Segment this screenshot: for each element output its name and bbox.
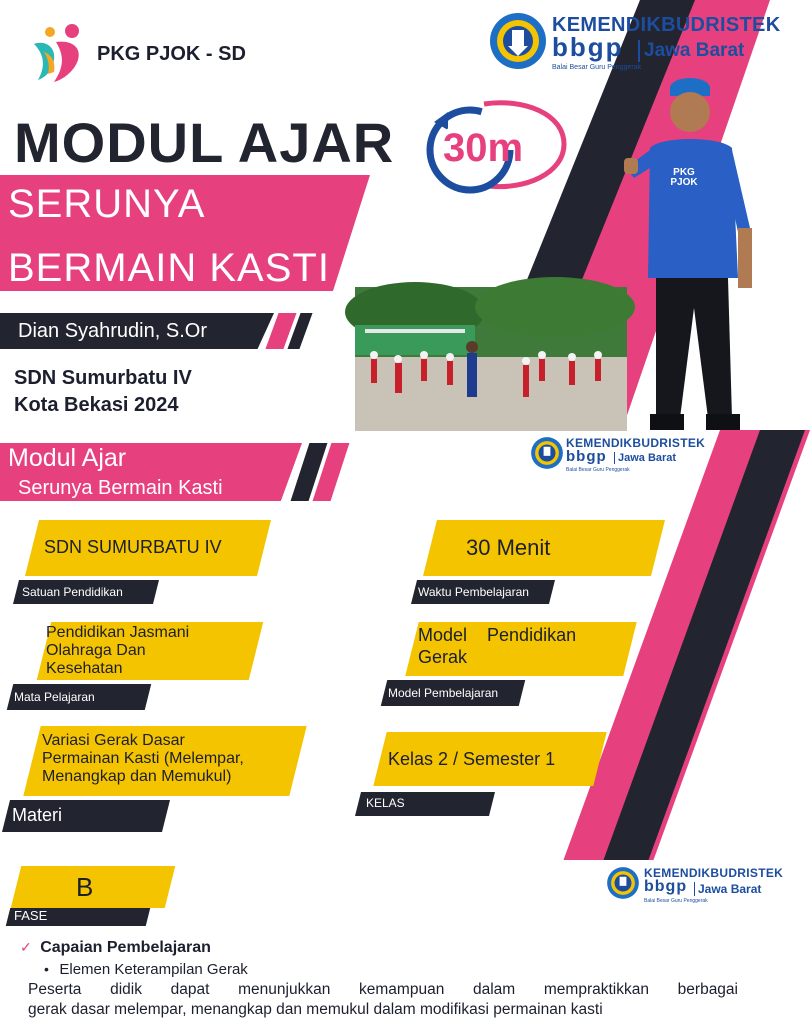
- region-label: Jawa Barat: [614, 452, 676, 464]
- card-model-line2: Gerak: [418, 647, 468, 667]
- card-fase-value: B: [76, 872, 94, 902]
- kids-playing-photo: [355, 287, 627, 431]
- capaian-title: Capaian Pembelajaran: [40, 939, 211, 956]
- card-waktu-value: 30 Menit: [466, 535, 551, 560]
- capaian-text-line2: gerak dasar melempar, menangkap dan memukul dalam modifikasi permainan kasti: [28, 1001, 603, 1018]
- card-kelas-value: Kelas 2 / Semester 1: [388, 749, 556, 769]
- pkg-logo-icon: [26, 22, 88, 84]
- card-materi-line2: Permainan Kasti (Melempar,: [42, 750, 244, 767]
- card-model-line1: Model Pendidikan: [418, 625, 577, 645]
- teacher-figure: [620, 78, 768, 430]
- card-mapel-line2: Olahraga Dan: [46, 642, 146, 659]
- card-mapel-label: Mata Pelajaran: [14, 690, 95, 704]
- region-label: Jawa Barat: [694, 882, 761, 896]
- card-materi-line1: Variasi Gerak Dasar: [42, 732, 185, 749]
- kemendikbud-sub: Balai Besar Guru Penggerak: [566, 467, 630, 473]
- school-city-year: Kota Bekasi 2024: [14, 394, 179, 416]
- tut-wuri-emblem-icon: [530, 436, 564, 470]
- school-name: SDN Sumurbatu IV: [14, 367, 192, 389]
- kemendikbud-sub: Balai Besar Guru Penggerak: [644, 898, 708, 904]
- cover-heading: MODUL AJAR: [14, 111, 395, 174]
- tut-wuri-emblem-icon: [488, 12, 548, 70]
- card-mapel-line3: Kesehatan: [46, 660, 123, 677]
- author-name: Dian Syahrudin, S.Or: [18, 320, 207, 342]
- card-satuan-value: SDN SUMURBATU IV: [44, 537, 222, 557]
- kemendikbud-logo-bottom: [606, 866, 784, 906]
- kemendikbud-title: KEMENDIKBUDRISTEK: [644, 866, 784, 880]
- card-waktu-label: Waktu Pembelajaran: [418, 585, 529, 599]
- card-materi-line3: Menangkap dan Memukul): [42, 768, 232, 785]
- brand-name: PKG PJOK - SD: [97, 43, 246, 65]
- section-title: Modul Ajar: [8, 444, 127, 472]
- kemendikbud-title: KEMENDIKBUDRISTEK: [566, 436, 706, 450]
- card-fase-label: FASE: [14, 908, 48, 923]
- teacher-shirt-text: PKG PJOK: [670, 167, 698, 188]
- bbgp-wordmark: bbgp: [552, 32, 624, 62]
- check-icon: ✓: [20, 939, 32, 955]
- card-mapel-line1: Pendidikan Jasmani: [46, 624, 190, 641]
- kemendikbud-logo-middle: [530, 436, 730, 476]
- region-label: Jawa Barat: [638, 40, 744, 62]
- card-materi-label: Materi: [12, 805, 63, 825]
- card-satuan-label: Satuan Pendidikan: [22, 585, 123, 599]
- capaian-text-line1: Peserta didik dapat menunjukkan kemampuan dalam mempraktikkan berbagai: [28, 981, 738, 998]
- capaian-title-row: [20, 939, 211, 957]
- cover-subtitle-line2: BERMAIN KASTI: [8, 246, 330, 290]
- bullet-icon: •: [44, 961, 49, 977]
- bbgp-wordmark: bbgp: [566, 448, 607, 465]
- card-model-label: Model Pembelajaran: [388, 686, 499, 700]
- cover-subtitle-line1: SERUNYA: [8, 182, 206, 226]
- capaian-bullet: Elemen Keterampilan Gerak: [59, 961, 248, 978]
- timer-badge-text: 30m: [443, 126, 524, 170]
- section-subtitle: Serunya Bermain Kasti: [18, 477, 223, 499]
- tut-wuri-emblem-icon: [606, 866, 640, 900]
- bbgp-wordmark: bbgp: [644, 878, 688, 895]
- kemendikbud-sub: Balai Besar Guru Penggerak: [552, 64, 642, 71]
- card-kelas-label: KELAS: [366, 796, 405, 810]
- kemendikbud-title: KEMENDIKBUDRISTEK: [552, 14, 781, 36]
- kemendikbud-logo-top: [488, 12, 781, 74]
- capaian-bullet-row: [44, 961, 248, 979]
